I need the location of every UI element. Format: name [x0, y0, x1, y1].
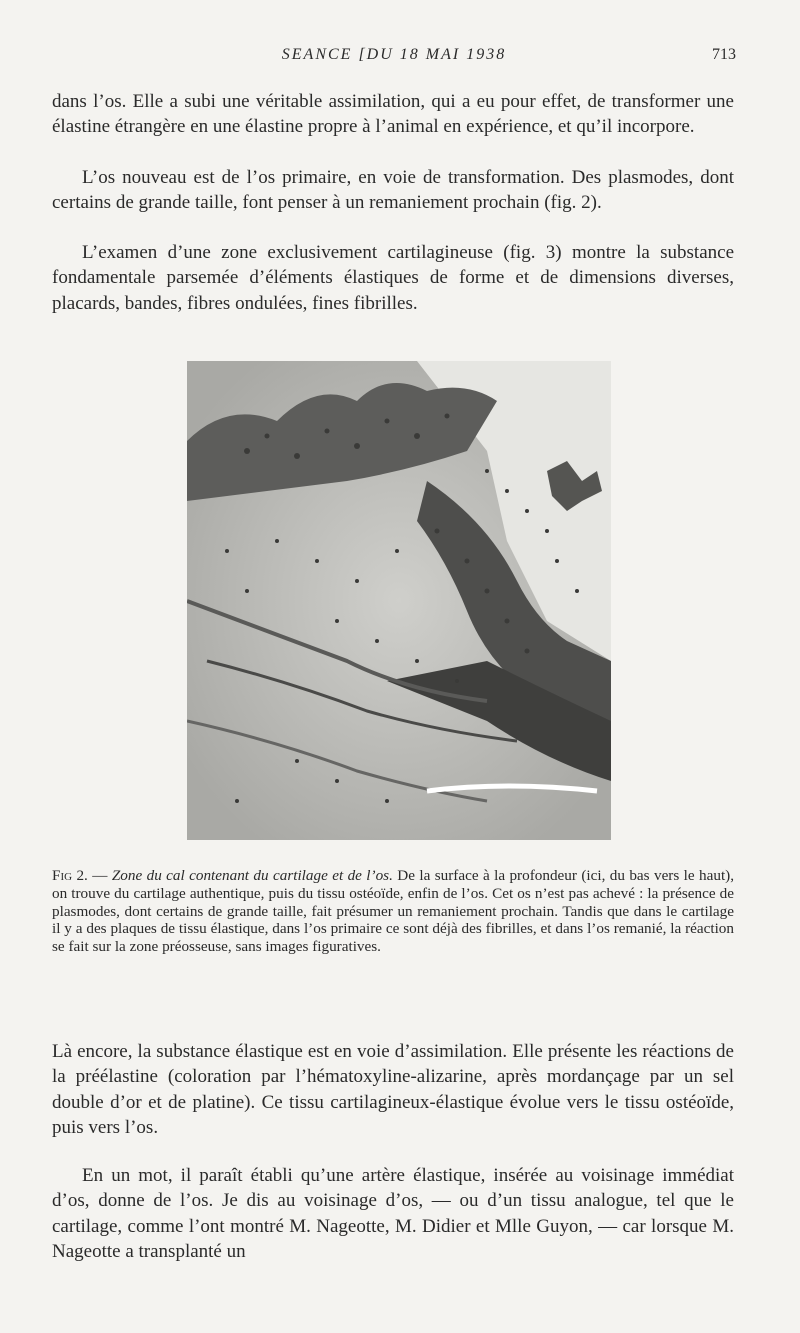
page-number: 713: [712, 46, 736, 63]
figure-title: Zone du cal contenant du cartilage et de l’os.: [111, 867, 393, 884]
paragraph-5: En un mot, il paraît établi qu’une artère élastique, insérée au voisinage immédiat d’os, donne de l’os. Je dis au voisinage d’os, — ou d’un tissu analogue, tel que le cartilage, comme l’ont montré M. Nageotte, M. Didier et Mlle Guyon, — car lorsque M. Nageotte a transplanté un: [52, 1165, 734, 1262]
figure-caption-text: De la surface à la profondeur (ici, du bas vers le haut), on trouve du cartilage authentique, puis du tissu ostéoïde, enfin de l’os. Cet os n’est pas achevé : la présence de plasmodes, dont certains de grande taille, fait présumer un remaniement prochain. Tandis que dans le cartilage il y a des plaques de tissu élastique, dans l’os primaire ce sont déjà des fibrilles, et dans l’os remanié, la réaction se fait sur la zone préosseuse, sans images figuratives.: [52, 867, 735, 956]
paragraph-3: L’examen d’une zone exclusivement cartilagineuse (fig. 3) montre la substance fondamentale parsemée d’éléments élastiques de forme et de dimensions diverses, placards, bandes, fibres ondulées, fines fibrilles.: [52, 242, 734, 314]
running-title: SEANCE [DU 18 MAI 1938: [281, 46, 507, 63]
micrograph-figure: [187, 361, 611, 840]
running-header: [52, 46, 736, 68]
figure-caption: [52, 867, 734, 956]
paragraph-4: Là encore, la substance élastique est en voie d’assimilation. Elle présente les réactions de la préélastine (coloration par l’hématoxyline-alizarine, après mordançage par un sel double d’or et de platine). Ce tissu cartilagineux-élastique évolue vers le tissu ostéoïde, puis vers l’os.: [52, 1041, 734, 1138]
micrograph-image: [187, 361, 611, 840]
paragraph-2: L’os nouveau est de l’os primaire, en voie de transformation. Des plasmodes, dont certains de grande taille, font penser à un remaniement prochain (fig. 2).: [52, 167, 734, 214]
paragraph-1: dans l’os. Elle a subi une véritable assimilation, qui a eu pour effet, de transformer une élastine étrangère en une élastine propre à l’animal en expérience, et qu’il incorpore.: [52, 91, 734, 138]
figure-label: Fig 2. —: [52, 867, 108, 884]
